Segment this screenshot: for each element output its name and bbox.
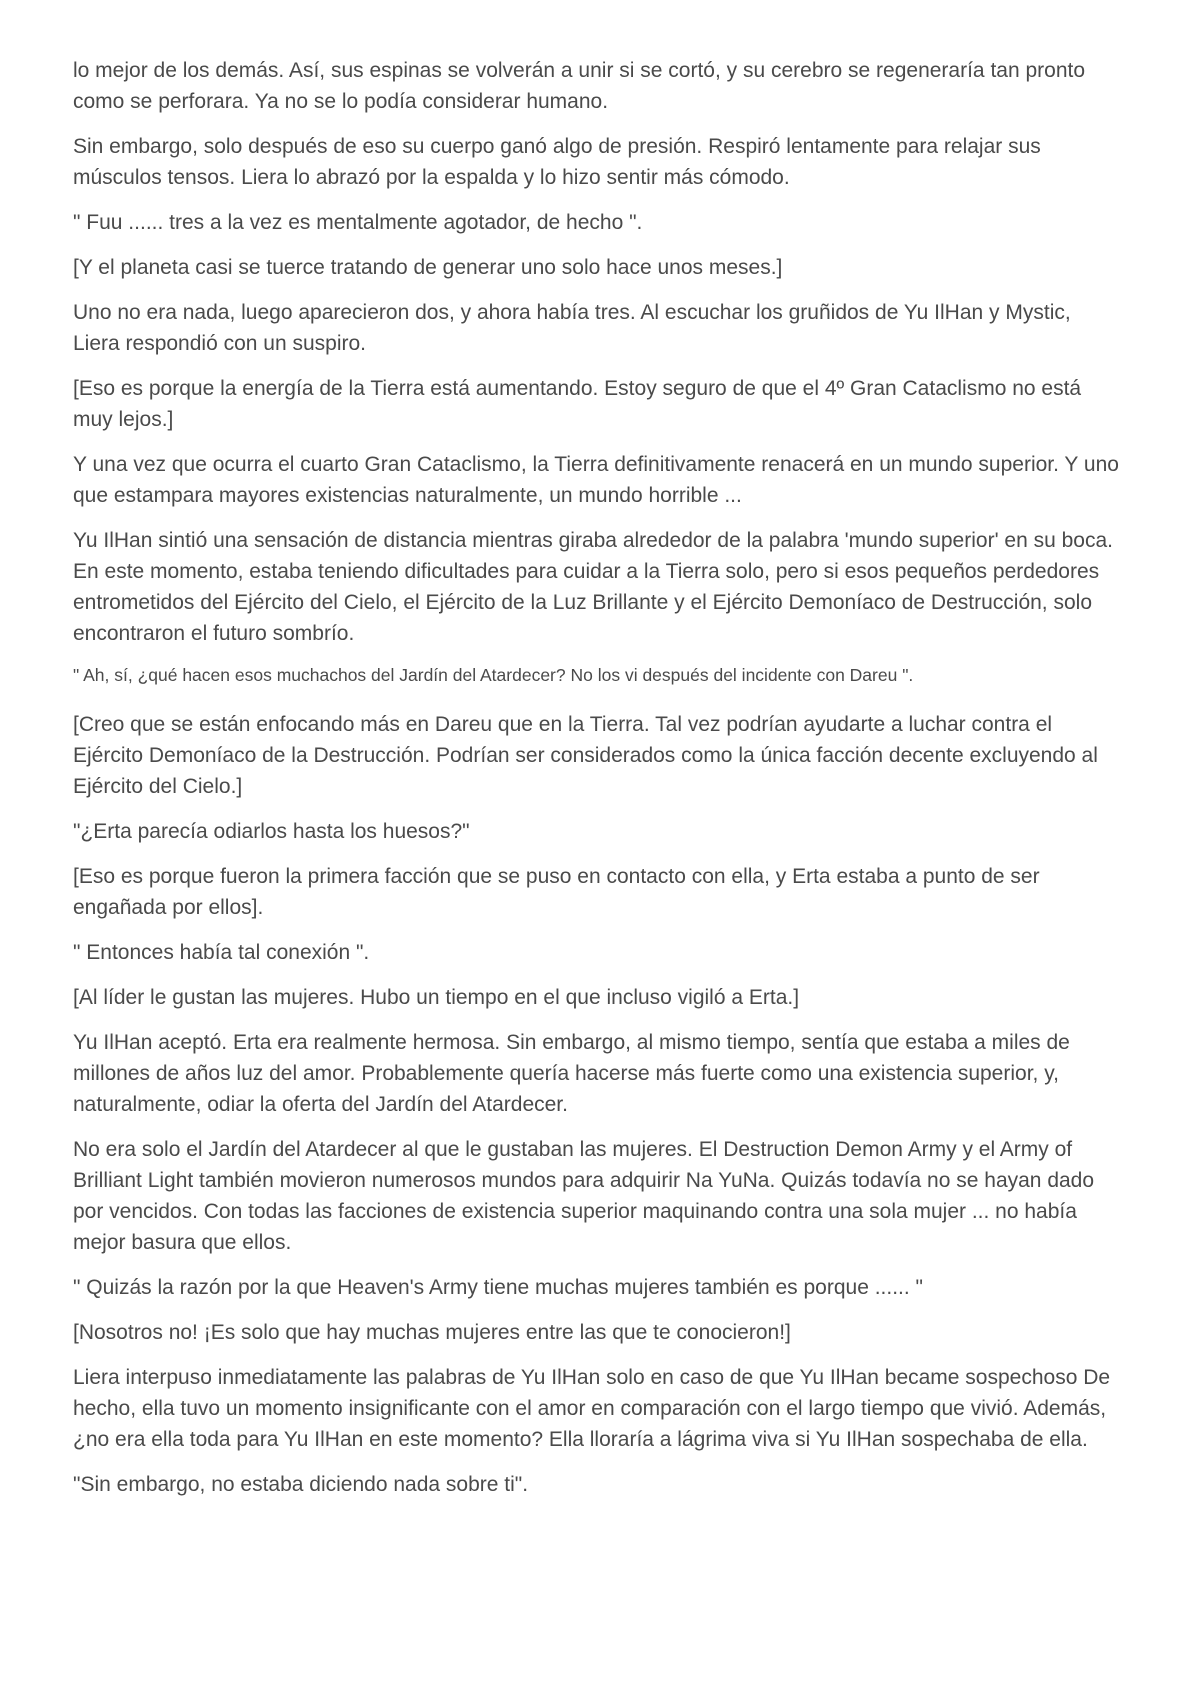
paragraph: lo mejor de los demás. Así, sus espinas se volverán a unir si se cortó, y su cerebro se regeneraría tan pronto como se perforara. Ya no se lo podía considerar humano. <box>73 59 1086 113</box>
paragraph: [Al líder le gustan las mujeres. Hubo un tiempo en el que incluso vigiló a Erta.] <box>73 986 800 1009</box>
paragraph: "¿Erta parecía odiarlos hasta los huesos?" <box>73 820 470 843</box>
paragraph: Uno no era nada, luego aparecieron dos, y ahora había tres. Al escuchar los gruñidos de Yu IlHan y Mystic, Liera respondió con un suspiro. <box>73 301 1071 355</box>
paragraph: [Y el planeta casi se tuerce tratando de generar uno solo hace unos meses.] <box>73 256 783 279</box>
paragraph: " Quizás la razón por la que Heaven's Army tiene muchas mujeres también es porque ...... " <box>73 1276 923 1299</box>
paragraph: [Nosotros no! ¡Es solo que hay muchas mujeres entre las que te conocieron!] <box>73 1321 791 1344</box>
paragraph: " Entonces había tal conexión ". <box>73 941 370 964</box>
document-page <box>73 55 1123 1514</box>
paragraph: " Fuu ...... tres a la vez es mentalmente agotador, de hecho ". <box>73 211 643 234</box>
paragraph: Sin embargo, solo después de eso su cuerpo ganó algo de presión. Respiró lentamente para relajar sus músculos tensos. Liera lo abrazó por la espalda y lo hizo sentir más cómodo. <box>73 135 1041 189</box>
paragraph: Liera interpuso inmediatamente las palabras de Yu IlHan solo en caso de que Yu IlHan became sospechoso De hecho, ella tuvo un momento insignificante con el amor en comparación con el largo tiempo que vivió. Además, ¿no era ella toda para Yu IlHan en este momento? Ella lloraría a lágrima viva si Yu IlHan sospechaba de ella. <box>73 1366 1111 1451</box>
paragraph: Yu IlHan aceptó. Erta era realmente hermosa. Sin embargo, al mismo tiempo, sentía que estaba a miles de millones de años luz del amor. Probablemente quería hacerse más fuerte como una existencia superior, y, naturalmente, odiar la oferta del Jardín del Atardecer. <box>73 1031 1070 1116</box>
paragraph: "Sin embargo, no estaba diciendo nada sobre ti". <box>73 1473 529 1496</box>
paragraph: [Eso es porque fueron la primera facción que se puso en contacto con ella, y Erta estaba a punto de ser engañada por ellos]. <box>73 865 1040 919</box>
paragraph: [Creo que se están enfocando más en Dareu que en la Tierra. Tal vez podrían ayudarte a luchar contra el Ejército Demoníaco de la Destrucción. Podrían ser considerados como la única facción decente excluyendo al Ejército del Cielo.] <box>73 713 1098 798</box>
paragraph: " Ah, sí, ¿qué hacen esos muchachos del Jardín del Atardecer? No los vi después del incidente con Dareu ". <box>73 665 914 685</box>
paragraph: No era solo el Jardín del Atardecer al que le gustaban las mujeres. El Destruction Demon Army y el Army of Brilliant Light también movieron numerosos mundos para adquirir Na YuNa. Quizás todavía no se hayan dado por vencidos. Con todas las facciones de existencia superior maquinando contra una sola mujer ... no había mejor basura que ellos. <box>73 1138 1095 1254</box>
paragraph: Y una vez que ocurra el cuarto Gran Cataclismo, la Tierra definitivamente renacerá en un mundo superior. Y uno que estampara mayores existencias naturalmente, un mundo horrible ... <box>73 453 1119 507</box>
paragraph: Yu IlHan sintió una sensación de distancia mientras giraba alrededor de la palabra 'mundo superior' en su boca. En este momento, estaba teniendo dificultades para cuidar a la Tierra solo, pero si esos pequeños perdedores entrometidos del Ejército del Cielo, el Ejército de la Luz Brillante y el Ejército Demoníaco de Destrucción, solo encontraron el futuro sombrío. <box>73 529 1113 645</box>
paragraph: [Eso es porque la energía de la Tierra está aumentando. Estoy seguro de que el 4º Gran Cataclismo no está muy lejos.] <box>73 377 1082 431</box>
